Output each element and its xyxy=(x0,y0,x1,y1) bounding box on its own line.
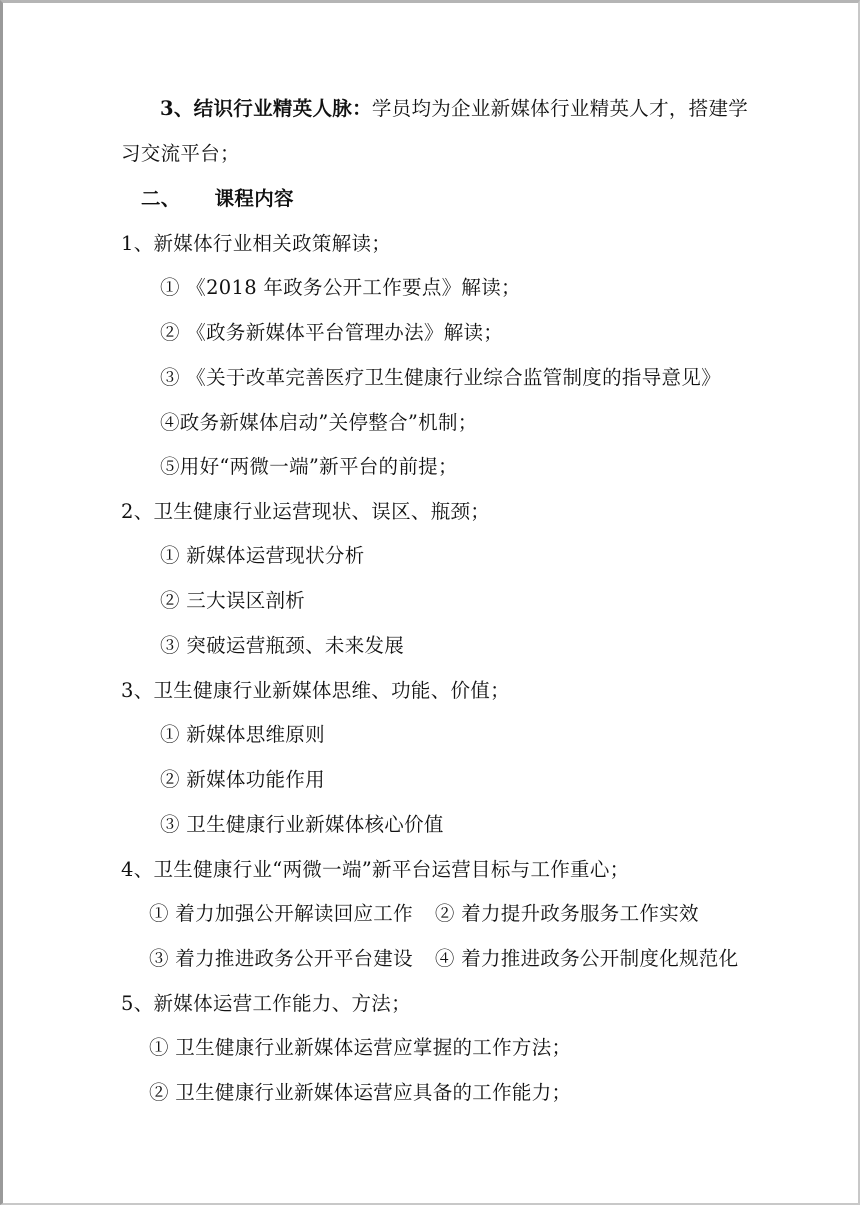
item-title: 2、卫生健康行业运营现状、误区、瓶颈； xyxy=(121,500,491,523)
item-title: 5、新媒体运营工作能力、方法； xyxy=(121,992,411,1015)
list-item-pair xyxy=(149,947,738,971)
section-heading xyxy=(141,187,294,211)
section-title: 课程内容 xyxy=(214,187,294,210)
list-item-pair xyxy=(149,902,699,926)
list-item: ⑤用好“两微一端”新平台的前提； xyxy=(160,455,458,478)
item-title: 4、卫生健康行业“两微一端”新平台运营目标与工作重心； xyxy=(121,858,630,881)
list-item: ② 卫生健康行业新媒体运营应具备的工作能力； xyxy=(149,1081,572,1104)
list-item: ④政务新媒体启动”关停整合”机制； xyxy=(160,411,478,434)
list-item: ④ 着力推进政务公开制度化规范化 xyxy=(434,947,739,970)
list-item: ① 新媒体运营现状分析 xyxy=(160,544,365,567)
section-number: 二、 xyxy=(141,187,181,210)
intro-paragraph xyxy=(160,97,748,121)
list-item: ③ 突破运营瓶颈、未来发展 xyxy=(160,634,405,657)
intro-continuation: 习交流平台； xyxy=(121,142,240,165)
item-title: 1、新媒体行业相关政策解读； xyxy=(121,232,392,255)
intro-text: 学员均为企业新媒体行业精英人才，搭建学 xyxy=(371,97,749,120)
list-item: ① 《2018 年政务公开工作要点》解读； xyxy=(160,276,521,299)
list-item: ③ 着力推进政务公开平台建设 xyxy=(149,947,413,970)
list-item: ① 着力加强公开解读回应工作 xyxy=(149,902,413,925)
list-item: ③ 卫生健康行业新媒体核心价值 xyxy=(160,813,444,836)
intro-lead: 3、结识行业精英人脉： xyxy=(160,97,372,120)
list-item: ② 三大误区剖析 xyxy=(160,589,306,612)
list-item: ② 《政务新媒体平台管理办法》解读； xyxy=(160,321,504,344)
list-item: ① 新媒体思维原则 xyxy=(160,723,325,746)
list-item: ③ 《关于改革完善医疗卫生健康行业综合监管制度的指导意见》 xyxy=(160,366,721,389)
list-item: ① 卫生健康行业新媒体运营应掌握的工作方法； xyxy=(149,1036,572,1059)
list-item: ② 着力提升政务服务工作实效 xyxy=(434,902,699,925)
item-title: 3、卫生健康行业新媒体思维、功能、价值； xyxy=(121,679,510,702)
list-item: ② 新媒体功能作用 xyxy=(160,768,325,791)
